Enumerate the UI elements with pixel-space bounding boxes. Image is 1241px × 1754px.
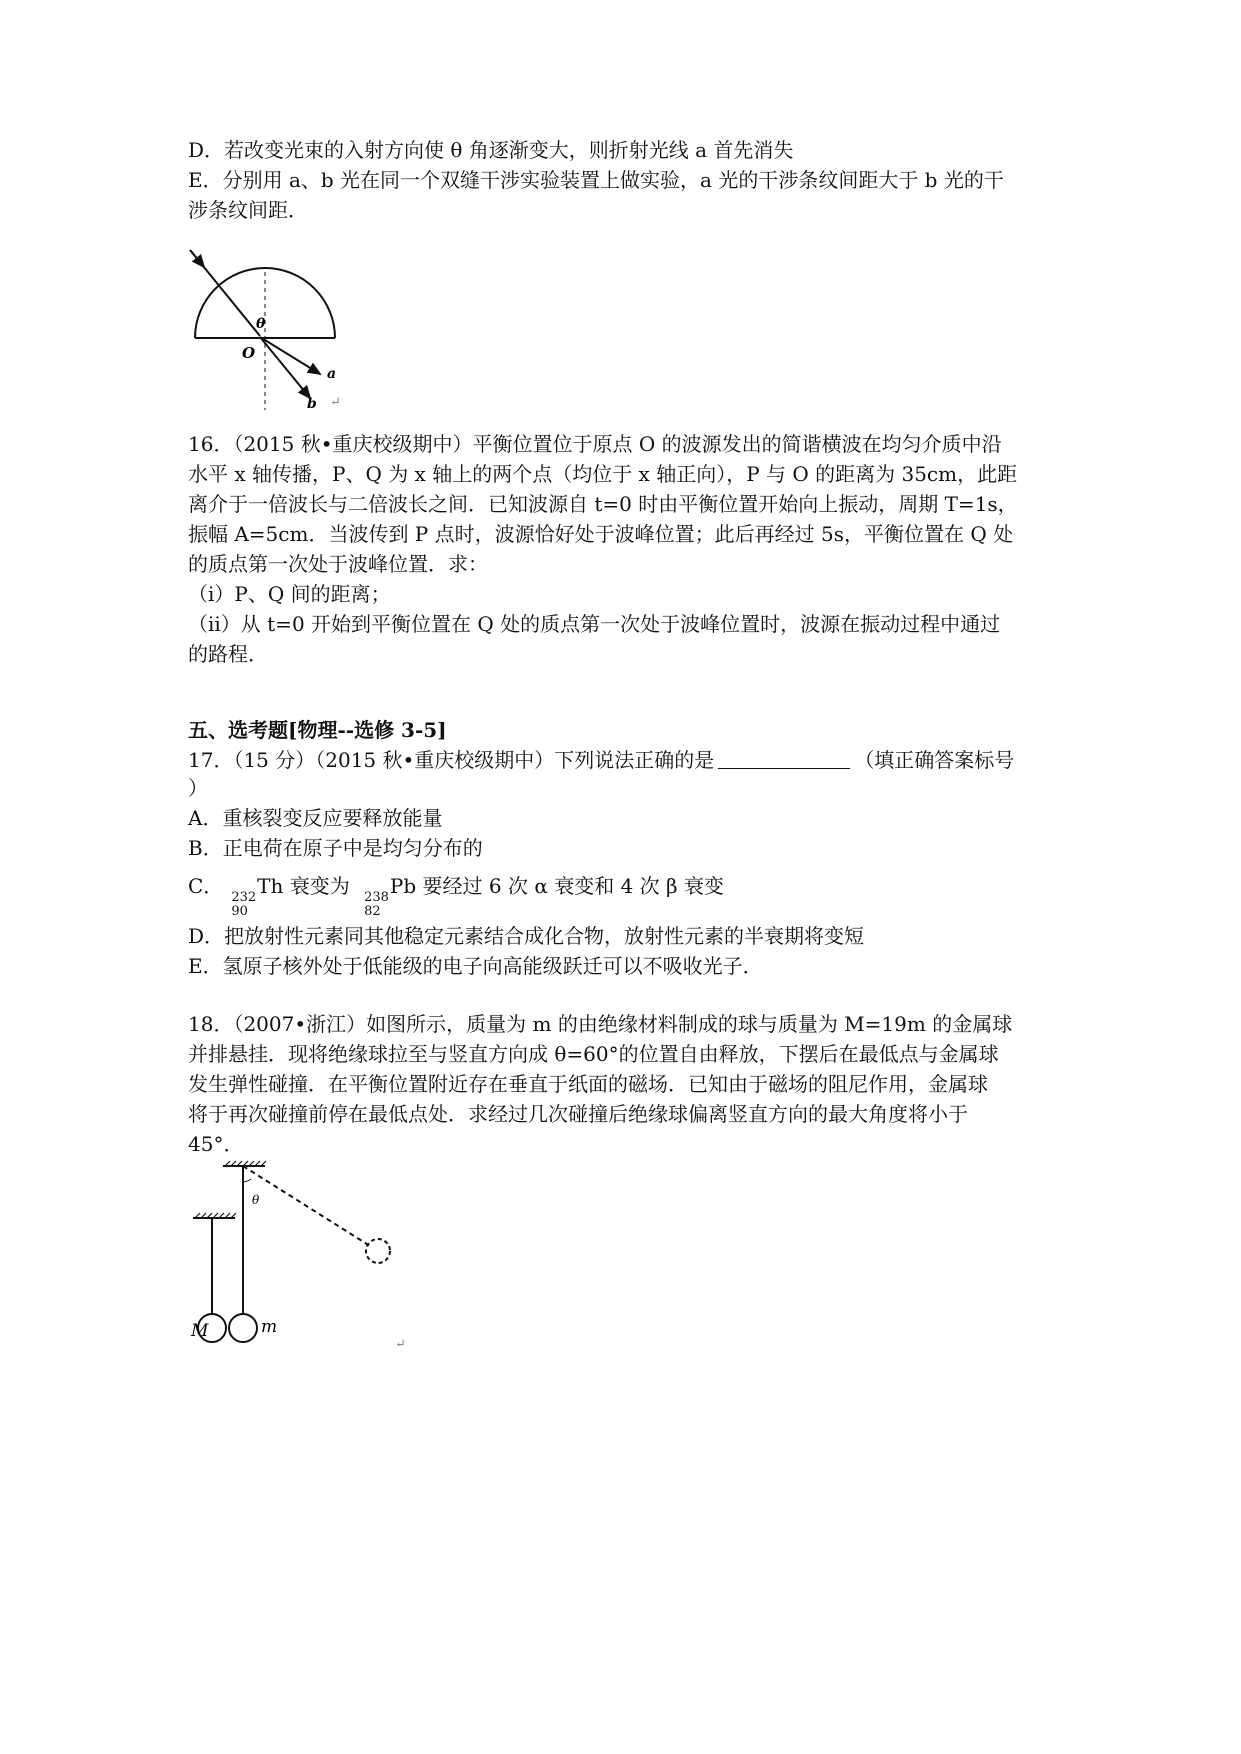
q17-option-b: B．正电荷在原子中是均匀分布的 — [188, 836, 483, 860]
fig-theta-label: θ — [252, 1193, 260, 1207]
thorium-nuclide: 232 90 — [231, 890, 257, 919]
q17-option-d: D．把放射性元素同其他稳定元素结合成化合物，放射性元素的半衰期将变短 — [188, 924, 865, 948]
q16-line4: 振幅 A=5cm．当波传到 P 点时，波源恰好处于波峰位置；此后再经过 5s，平衡位置在 Q 处 — [188, 522, 1014, 546]
q16-sub2-line2: 的路程． — [188, 642, 268, 666]
q16-line5: 的质点第一次处于波峰位置．求： — [188, 552, 488, 576]
insulator-ball-m — [229, 1314, 257, 1342]
q17-stem: 17．（15 分）（2015 秋•重庆校级期中）下列说法正确的是 （填正确答案标号 — [188, 748, 1015, 772]
section-heading: 五、选考题[物理--选修 3-5] — [188, 718, 447, 742]
fig-b-label: b — [307, 396, 317, 412]
lead-nuclide: 238 82 — [364, 890, 389, 919]
q17-option-e: E．氢原子核外处于低能级的电子向高能级跃迁可以不吸收光子． — [188, 954, 763, 978]
q17-option-c: C． 232 90 Th 衰变为 238 82 Pb 要经过 6 次 α 衰变和 4 次 β 衰变 — [188, 874, 724, 919]
fig-M-label: M — [191, 1321, 209, 1341]
q16-line2: 水平 x 轴传播，P、Q 为 x 轴上的两个点（均位于 x 轴正向），P 与 O 的距离为 35cm，此距 — [188, 462, 1018, 486]
q16-sub2-line1: （ii）从 t=0 开始到平衡位置在 Q 处的质点第一次处于波峰位置时，波源在振动过程中通过 — [188, 612, 1001, 636]
q17-stem-end: ） — [188, 776, 208, 800]
return-mark: ↵ — [395, 1337, 406, 1352]
pendulum-figure — [191, 1160, 455, 1360]
q18-line5: 45°． — [188, 1132, 244, 1156]
fig-m-label: m — [261, 1317, 278, 1337]
refraction-figure — [190, 250, 390, 410]
fig-o-label: O — [242, 344, 256, 362]
q16-line1: 16．（2015 秋•重庆校级期中）平衡位置位于原点 O 的波源发出的简谐横波在均匀介质中沿 — [188, 432, 1002, 456]
q16-sub1: （i）P、Q 间的距离； — [188, 582, 391, 606]
ray-a — [260, 337, 320, 374]
fig-theta-label: θ — [256, 316, 266, 332]
q15-option-e-line2: 涉条纹间距． — [188, 198, 308, 222]
q15-option-e-line1: E．分别用 a、b 光在同一个双缝干涉实验装置上做实验，a 光的干涉条纹间距大于 b 光的干 — [188, 168, 1004, 192]
q18-line3: 发生弹性碰撞．在平衡位置附近存在垂直于纸面的磁场．已知由于磁场的阻尼作用，金属球 — [188, 1072, 988, 1096]
q17-option-a: A．重核裂变反应要释放能量 — [188, 806, 443, 830]
answer-blank — [718, 748, 850, 769]
pulled-string — [243, 1166, 370, 1246]
q16-line3: 离介于一倍波长与二倍波长之间．已知波源自 t=0 时由平衡位置开始向上振动，周期 T=1s， — [188, 492, 1018, 516]
released-ball-position — [366, 1239, 390, 1263]
q18-line2: 并排悬挂．现将绝缘球拉至与竖直方向成 θ=60°的位置自由释放，下摆后在最低点与金属球 — [188, 1042, 999, 1066]
fig-a-label: a — [327, 366, 337, 382]
q15-option-d: D．若改变光束的入射方向使 θ 角逐渐变大，则折射光线 a 首先消失 — [188, 138, 794, 162]
ray-b — [260, 337, 310, 398]
return-mark: ↵ — [330, 395, 341, 410]
q18-line4: 将于再次碰撞前停在最低点处．求经过几次碰撞后绝缘球偏离竖直方向的最大角度将小于 — [188, 1102, 968, 1126]
q18-line1: 18．（2007•浙江）如图所示，质量为 m 的由绝缘材料制成的球与质量为 M=19m 的金属球 — [188, 1012, 1013, 1036]
